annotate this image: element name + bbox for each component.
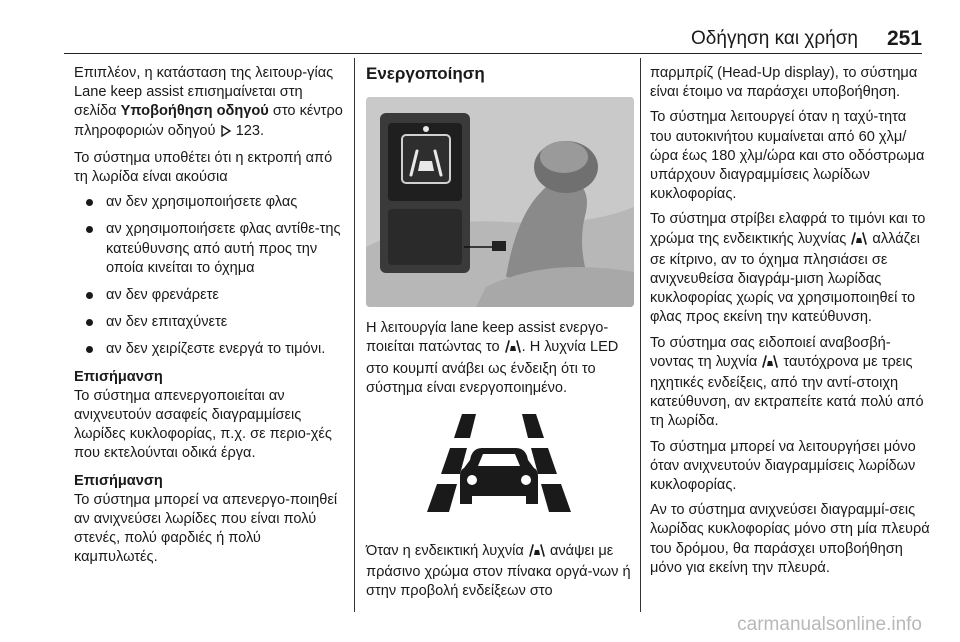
column-divider [640,58,641,612]
indicator-paragraph: Όταν η ενδεικτική λυχνία ανάψει με πράσινο χρώμα στον πίνακα οργά-νων ή στην προβολή ενδείξεων στο [366,543,631,600]
paragraph: Το σύστημα λειτουργεί όταν η ταχύ-τητα του αυτοκινήτου κυμαίνεται από 60 χλμ/ώρα έως 180 χλμ/ώρα και στο οδόστρωμα υπάρχουν διαγραμμίσεις λωρίδων κυκλοφορίας. [650,109,925,203]
lane-keep-indicator-illustration [366,408,632,528]
condition-list [74,193,344,359]
list-item: αν δεν χειρίζεστε ενεργά το τιμόνι. [74,340,344,359]
watermark: carmanualsonline.info [737,614,922,635]
driver-assist-link[interactable]: Υποβοήθηση οδηγού [120,103,269,120]
column-2 [366,64,638,608]
list-item: αν δεν επιταχύνετε [74,313,344,332]
note-text: Το σύστημα απενεργοποιείται αν ανιχνευτούν ασαφείς διαγραμμίσεις λωρίδες κυκλοφορίας, π.χ. σε περιο-χές που εκτελούνται οδικά έργα. [74,387,332,462]
paragraph: παρμπρίζ (Head-Up display), το σύστημα είναι έτοιμο να παράσχει υποβοήθηση. [650,65,918,101]
paragraph: Το σύστημα σας ειδοποιεί αναβοσβή-νοντας τη λυχνία ταυτόχρονα με τρεις ηχητικές ενδείξεις, από την αντί-στοιχη κατεύθυνση, αν εκτραπείτε κατά πολύ από τη λωρίδα. [650,334,924,430]
list-item: αν δεν φρενάρετε [74,286,344,305]
note-title: Επισήμανση [74,472,163,489]
activation-heading: Ενεργοποίηση [366,64,485,83]
note-2 [74,472,344,568]
paragraph: Το σύστημα μπορεί να λειτουργήσει μόνο όταν ανιχνευτούν διαγραμμίσεις λωρίδων κυκλοφορίας. [650,438,916,494]
page-number: 251 [886,27,922,50]
lane-keep-icon [850,232,868,251]
paragraph: Αν το σύστημα ανιχνεύσει διαγραμμί-σεις λωρίδας κυκλοφορίας μόνο στη μία πλευρά του δρόμου, θα παράσχει υποβοήθηση μόνο για εκείνη την πλευρά. [650,502,930,576]
note-title: Επισήμανση [74,368,163,385]
assumption-paragraph: Το σύστημα υποθέτει ότι η εκτροπή από τη λωρίδα είναι ακούσια [74,149,333,186]
column-3 [650,64,930,584]
note-text: Το σύστημα μπορεί να απενεργο-ποιηθεί αν ανιχνεύσει λωρίδες που είναι πολύ στενές, πολύ φαρδιές ή πολύ καμπυλωτές. [74,491,338,566]
section-title: Οδήγηση και χρήση [691,28,858,49]
lane-keep-icon [528,544,546,563]
note-1 [74,368,344,464]
list-item: αν χρησιμοποιήσετε φλας αντίθε-της κατεύθυνσης από αυτή προς την οποία κινείται το όχημα [74,220,344,278]
lane-keep-icon [761,355,779,374]
paragraph: Το σύστημα στρίβει ελαφρά το τιμόνι και το χρώμα της ενδεικτικής λυχνίας αλλάζει σε κίτρινο, αν το όχημα πλησιάσει σε ανιχνευθείσα διαγράμ-μιση λωρίδας κυκλοφορίας χωρίς να χρησιμοποιηθεί το φλας προς εκείνη την κατεύθυνση. [650,211,926,326]
list-item: αν δεν χρησιμοποιήσετε φλας [74,193,344,212]
intro-paragraph: Επιπλέον, η κατάσταση της λειτουρ-γίας Lane keep assist επισημαίνεται στη σελίδα Υποβοήθηση οδηγού στο κέντρο πληροφοριών οδηγού 123. [74,64,344,143]
center-console-photo [366,97,634,307]
lane-keep-icon [504,340,522,359]
column-1 [74,64,344,576]
header-rule [64,53,922,54]
page-ref-icon [220,124,232,143]
activation-paragraph: Η λειτουργία lane keep assist ενεργο-ποιείται πατώντας το . Η λυχνία LED στο κουμπί ανάβει ως ένδειξη ότι το σύστημα είναι ενεργοποιημένο. [366,320,619,396]
column-divider [354,58,355,612]
